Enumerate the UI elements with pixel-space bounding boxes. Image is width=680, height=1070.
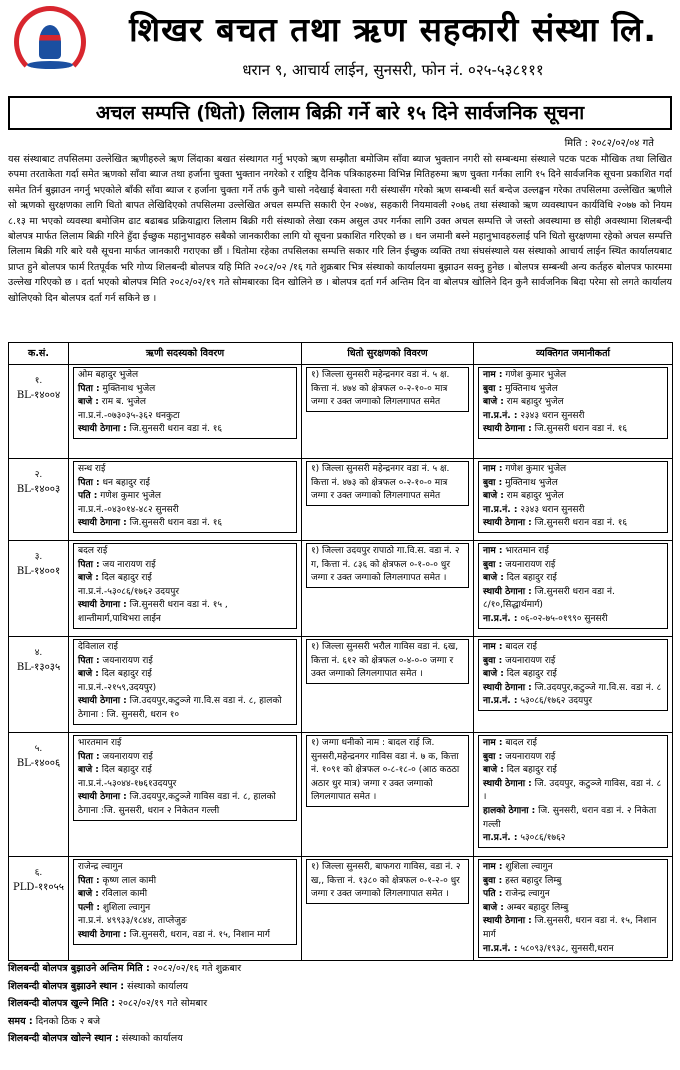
detail-label: बाजे : (78, 397, 99, 408)
detail-value: ५३०८६/१७६२ (520, 833, 566, 844)
serial-cell (9, 365, 69, 459)
detail-line (483, 737, 663, 751)
detail-value: ना.प्र.नं.-५३०८६/१७६२ उदयपुर (78, 586, 180, 597)
detail-value: जय नारायण राई (102, 559, 156, 570)
detail-value: मुक्तिनाथ भुजेल (505, 383, 558, 394)
detail-value: राजेन्द्र ल्वागुन (78, 862, 123, 872)
serial-cell (9, 857, 69, 961)
detail-line (483, 805, 663, 832)
guarantor-cell (474, 459, 673, 541)
detail-label: नाम : (483, 862, 503, 872)
detail-line (78, 490, 292, 504)
detail-label: बुवा : (483, 383, 503, 394)
detail-label: बाजे : (78, 889, 99, 900)
detail-line (483, 668, 663, 682)
org-address: धरान ९, आचार्य लाईन, सुनसरी, फोन नं. ०२५-५३८१११ (242, 61, 544, 79)
detail-value: बादल राई (505, 738, 537, 748)
detail-value: बादल राई (505, 642, 537, 652)
detail-label: नाम : (483, 370, 503, 380)
detail-line (483, 545, 663, 559)
borrower-cell (69, 459, 302, 541)
header-collateral: धितो सुरक्षणको विवरण (302, 343, 474, 365)
detail-label: स्थायी ठेगाना : (483, 424, 532, 435)
detail-value: दिल बहादुर राई (101, 669, 152, 680)
detail-label: बुवा : (483, 477, 503, 488)
detail-value: जि. सुनसरी, धरान वडा नं. २ निकेता गल्ली (483, 805, 657, 830)
footer-line (8, 1030, 672, 1048)
notice-title: अचल सम्पत्ति (धितो) लिलाम बिक्री गर्ने बारे १५ दिने सार्वजनिक सूचना (8, 96, 672, 130)
detail-line (78, 369, 292, 383)
detail-label: स्थायी ठेगाना : (483, 916, 532, 927)
detail-line (78, 396, 292, 410)
footer-label: शिलबन्दी बोलपत्र बुझाउने स्थान : (8, 980, 125, 992)
detail-value: जयनारायण राई (505, 655, 556, 666)
detail-value: ०६-०२-७५-०१९९० सुनसरी (520, 613, 608, 624)
serial-number: ३. (34, 552, 43, 562)
serial-number: २. (34, 470, 43, 480)
detail-value: कृष्ण लाल कामी (102, 875, 157, 886)
detail-value: दिल बहादुर राई (101, 765, 152, 776)
detail-line (78, 764, 292, 778)
footer-label: समय : (8, 1015, 33, 1027)
detail-value: जि.उदयपुर,कटुञ्जे गाविस वडा नं. ८, हालको ठेगाना :जि. सुनसरी, धरान २ निकेतन गल्ली (78, 792, 276, 816)
detail-line (483, 875, 663, 889)
detail-line (483, 369, 663, 383)
detail-value: जयनारायण राई (102, 751, 153, 762)
detail-value: राम बहादुर भुजेल (506, 397, 564, 408)
guarantor-cell (474, 365, 673, 459)
detail-value: मुक्तिनाथ भुजेल (102, 383, 156, 394)
detail-line (483, 764, 663, 778)
detail-line (483, 915, 663, 942)
detail-value: राजेन्द्र ल्वागुन (505, 889, 550, 900)
detail-label: स्थायी ठेगाना : (78, 929, 127, 940)
footer-line (8, 978, 672, 996)
detail-line (78, 778, 292, 792)
borrower-cell-box (73, 367, 297, 439)
detail-line (483, 572, 663, 586)
detail-value: जयनारायण राई (102, 655, 153, 666)
detail-label: बाजे : (483, 491, 504, 502)
detail-label: ना.प्र.नं. : (483, 504, 518, 515)
borrower-cell-box (73, 859, 297, 945)
serial-cell (9, 637, 69, 733)
property-table (8, 342, 673, 961)
detail-label: स्थायी ठेगाना : (483, 586, 532, 597)
footer-label: शिलबन्दी बोलपत्र खुल्ने मिति : (8, 998, 116, 1010)
footer-line (8, 1013, 672, 1031)
collateral-cell (302, 459, 474, 541)
detail-label: बुवा : (483, 559, 503, 570)
serial-cell (9, 459, 69, 541)
collateral-cell (302, 733, 474, 857)
detail-line (483, 655, 663, 669)
detail-label: पिता : (78, 751, 100, 762)
serial-cell (9, 541, 69, 637)
detail-line (78, 861, 292, 875)
guarantor-cell (474, 637, 673, 733)
detail-value: जि.सुनसरी, धरान वडा नं. १५, निशान मार्ग (483, 916, 657, 940)
borrower-cell-box (73, 735, 297, 821)
logo-hands (27, 61, 73, 69)
serial-number: ६. (34, 868, 43, 878)
notice-body: यस संस्थाबाट तपसिलमा उल्लेखित ऋणीहरुले ऋण लिंदाका बखत संस्थागत गर्नु भएको ऋण सम्झौता बमोजिम साँवा ब्याज भुक्तान नगरी सो सम्बन्धमा संस्थाले पटक पटक मौखिक तथा लिखित रुपमा तरताकेता गर्दा समेत ऋणको साँवा ब्याज तथा हर्जाना चुक्ता भुक्तान नगरेको र राष्ट्रिय दैनिक पत्रिकाहरुमा विभिन्न मितिहरुमा ऋण चुक्ता गर्नका लागि १५ दिने सार्वजनिक सूचना प्रकाशित गर्दा समेत तिर्न बुझाउन नगर्नु भएकोले बाँकी साँवा ब्याज र हर्जाना चुक्ता गर्ने तर्फ कुनै चासो नदेखाई बेवास्ता गरी संस्थासँग गरेको ऋण सम्बन्धी सर्त बन्देज उल्लङ्घन गरेका तपसिलमा उल्लेखित ऋणीले सो ऋणको सुरक्षणका लागि धितो बापत लेखिदिएको तपसिलमा उल्लेखित अचल सम्पत्ति सकारी ऐन २०७४, सहकारी नियमावली २०७६ तथा संस्थाको ऋण व्यवस्थापन कार्यविधि २०७७ को नियम ८.१३ मा भएको व्यवस्था बमोजिम ढाट बढाबढ प्रक्रियाद्वारा लिलाम बिक्री गरी संस्थाको लेखा रकम असुल उपर गर्नका लागि उक्त अचल सम्पत्ति जे जस्तो अवस्थामा छ सोही अवस्थामा शिलबन्दी बोलपत्र मार्फत लिलाम बिक्री गरिने हुँदा ईच्छुक महानुभावहरु सबैको जानकारीका लागि यो सूचना प्रकाशित गरिएको छ । धन जमानी बस्ने महानुभावहरुलाई पनि धितो सुरक्षणमा रहेको अचल सम्पत्ति लिलाम बिक्री गरि बारे यसै सूचना मार्फत जानकारी गराएका छौं । धितोमा रहेका तपसिलका सम्पत्ति सकार गरि लिन ईच्छुक व्यक्ति तथा संघसंस्थाले यस संस्थाको आचार्य लाईन स्थित कार्यालयबाट प्राप्त हुने बोलपत्र फार्म रितपूर्वक भरि गोप्य शिलबन्दी बोलपत्र यहि मिति २०८२/०२ /१६ गते शुक्रबार भित्र संस्थाको कार्यालयमा बुझाउन सक्नु हुनेछ । बोलपत्र सम्बन्धी अन्य कर्तहरु बोलपत्र फारममा उल्लेख गरिएको छ । दर्ता भएको बोलपत्र मिति २०८२/०२/१९ गते सोमबारका दिन खोलिने छ । बोलपत्र दर्ता गर्न अन्तिम दिन वा बोलपत्र खोलिने दिन कुनै सार्वजनिक बिदा परेमा सो लगते कार्यालय खोलिएको दिन बोलपत्र दर्ता गर्न सकिने छ । (8, 154, 672, 304)
detail-value: जयनारायण राई (505, 751, 556, 762)
detail-line (78, 423, 292, 437)
detail-line (483, 490, 663, 504)
detail-value: ५८०९३/१९३८, सुनसरी,धरान (520, 943, 614, 954)
detail-line (78, 875, 292, 889)
detail-label: स्थायी ठेगाना : (78, 518, 127, 529)
detail-line (78, 888, 292, 902)
detail-value: भारतमान राई (505, 546, 549, 556)
borrower-cell-box (73, 461, 297, 533)
table-row (9, 857, 673, 961)
detail-label: बाजे : (78, 765, 99, 776)
serial-number: १. (34, 376, 43, 386)
header-sn: क.सं. (9, 343, 69, 365)
detail-label: स्थायी ठेगाना : (78, 424, 127, 435)
collateral-cell (302, 637, 474, 733)
footer-label: शिलबन्दी बोलपत्र खोल्ने स्थान : (8, 1033, 119, 1045)
detail-line (78, 517, 292, 531)
detail-value: ना.प्र.नं.-०७३०३५-३६२ धनकुटा (78, 410, 180, 421)
table-body (9, 365, 673, 961)
detail-value: मुक्तिनाथ भुजेल (505, 477, 558, 488)
detail-line (483, 861, 663, 875)
footer-line (8, 960, 672, 978)
borrower-cell-box (73, 543, 297, 629)
detail-label: पिता : (78, 383, 100, 394)
loan-code: BL-१४००३ (16, 483, 61, 495)
detail-line (483, 559, 663, 573)
letterhead (8, 0, 672, 90)
detail-label: पति : (78, 491, 98, 502)
detail-label: पिता : (78, 875, 100, 886)
detail-line (78, 737, 292, 751)
detail-label: स्थायी ठेगाना : (483, 778, 532, 789)
detail-line (483, 586, 663, 613)
detail-line (78, 504, 292, 518)
footer-value: २०८२/०२/१६ गते शुक्रबार (152, 963, 242, 974)
detail-label: पिता : (78, 559, 100, 570)
serial-number: ५. (34, 744, 43, 754)
detail-value: दिल बहादुर राई (101, 573, 152, 584)
detail-line (78, 902, 292, 916)
borrower-cell (69, 365, 302, 459)
table-row (9, 637, 673, 733)
detail-value: जि.सुनसरी धरान वडा नं. १५ , शान्तीमार्ग,पाथिभरा लाईन (78, 600, 228, 624)
footer-value: दिनको ठिक २ बजे (35, 1015, 101, 1027)
detail-label: हालको ठेगाना : (483, 805, 536, 816)
loan-code: BL-१४००४ (16, 389, 61, 401)
footer-value: संस्थाको कार्यालय (121, 1033, 183, 1045)
borrower-cell-box (73, 639, 297, 725)
guarantor-cell-box (478, 543, 668, 629)
detail-value: गणेश कुमार भुजेल (505, 464, 567, 474)
detail-label: बाजे : (483, 573, 504, 584)
detail-line (78, 586, 292, 600)
detail-line (483, 832, 663, 846)
detail-value: ना.प्र.नं.-०४३०१४-४८२ सुनसरी (78, 504, 179, 515)
detail-line (78, 410, 292, 424)
detail-value: ना.प्र.नं.-५३०४४-१७६१उदयपुर (78, 778, 177, 789)
detail-value: जि. उदयपुर, कटुञ्जे गाविस, वडा नं. ८ । (483, 778, 662, 803)
detail-value: जयनारायण राई (505, 559, 556, 570)
detail-value: भारतमान राई (78, 738, 122, 748)
detail-value: ओम बहादुर भुजेल (78, 370, 139, 380)
guarantor-cell-box (478, 859, 668, 958)
detail-label: स्थायी ठेगाना : (78, 792, 127, 803)
collateral-text: १) जिल्ला उदयपुर रापाठो गा.वि.स. वडा नं. २ ग, कित्ता नं. ८३६ को क्षेत्रफल ०-१-०-० धुर जग्गा र उक्त जग्गाको लिगलगापत समेत । (306, 543, 469, 588)
detail-label: बाजे : (78, 573, 99, 584)
detail-label: ना.प्र.नं. : (483, 410, 518, 421)
borrower-cell (69, 637, 302, 733)
collateral-text: १) जग्गा धनीको नाम : बादल राई जि. सुनसरी,महेन्द्रनगर गाविस वडा नं. ७ क, कित्ता नं. १०९१ को क्षेत्रफल ०-८-१८-० (आठ कठठा अठार धुर मात्र) जग्गा र उक्त जग्गाको लिगलगापात समेत । (306, 735, 469, 807)
detail-value: ना.प्र.नं. ४९९३३/१८४४, ताप्लेजुङ (78, 916, 187, 927)
detail-value: हस्त बहादुर लिम्बु (505, 875, 562, 886)
detail-label: नाम : (483, 546, 503, 556)
detail-line (78, 682, 292, 696)
guarantor-cell-box (478, 367, 668, 439)
table-header-row (9, 343, 673, 365)
detail-label: पत्नी : (78, 902, 100, 913)
tender-details (8, 960, 672, 1048)
detail-label: बाजे : (483, 397, 504, 408)
detail-line (78, 383, 292, 397)
detail-label: नाम : (483, 738, 503, 748)
detail-label: बाजे : (483, 669, 504, 680)
detail-value: शुशिला ल्वागुन (102, 902, 151, 913)
detail-line (78, 915, 292, 929)
header-guarantor: व्यक्तिगत जमानीकर्ता (474, 343, 673, 365)
guarantor-cell (474, 733, 673, 857)
detail-value: २३४३ धरान सुनसरी (520, 410, 585, 421)
detail-value: ५३०८६/१७६२ उदयपुर (520, 696, 593, 707)
detail-line (483, 751, 663, 765)
detail-line (483, 423, 663, 437)
detail-line (78, 463, 292, 477)
detail-line (78, 695, 292, 722)
detail-line (483, 902, 663, 916)
borrower-cell (69, 733, 302, 857)
detail-line (483, 613, 663, 627)
detail-label: ना.प्र.नं. : (483, 943, 518, 954)
detail-line (78, 668, 292, 682)
detail-label: बाजे : (78, 669, 99, 680)
detail-value: जि.सुनसरी धरान वडा नं. ८/१०,सिद्धार्थमार्ग) (483, 586, 615, 611)
detail-line (78, 929, 292, 943)
detail-value: दिल बहादुर राई (506, 573, 557, 584)
borrower-cell (69, 541, 302, 637)
detail-value: जि.सुनसरी धरान वडा नं. १६ (129, 518, 223, 529)
detail-label: पिता : (78, 477, 100, 488)
detail-label: नाम : (483, 642, 503, 652)
detail-label: ना.प्र.नं. : (483, 833, 518, 844)
loan-code: BL-१३०३५ (16, 661, 61, 673)
guarantor-cell-box (478, 639, 668, 711)
detail-label: ना.प्र.नं. : (483, 613, 518, 624)
table-row (9, 733, 673, 857)
detail-line (78, 572, 292, 586)
detail-value: राम ब. भुजेल (101, 397, 146, 408)
detail-line (483, 477, 663, 491)
detail-line (78, 751, 292, 765)
detail-label: पिता : (78, 655, 100, 666)
detail-line (483, 778, 663, 805)
detail-line (483, 888, 663, 902)
notice-date: मिति : २०८२/०२/०४ गते (564, 138, 654, 149)
loan-code: BL-१४००६ (16, 757, 61, 769)
detail-value: जि.सुनसरी, धरान, वडा नं. १५, निशान मार्ग (129, 929, 270, 940)
loan-code: BL-१४००१ (16, 565, 61, 577)
detail-label: स्थायी ठेगाना : (78, 600, 127, 611)
detail-value: जि.सुनसरी धरान वडा नं. १६ (129, 424, 223, 435)
table-row (9, 365, 673, 459)
detail-value: रविलाल कामी (101, 889, 148, 900)
detail-label: बाजे : (483, 765, 504, 776)
guarantor-cell-box (478, 735, 668, 848)
detail-line (78, 477, 292, 491)
loan-code: PLD-११०५५ (13, 881, 64, 893)
detail-label: ना.प्र.नं. : (483, 696, 518, 707)
serial-number: ४. (34, 648, 43, 658)
collateral-cell (302, 541, 474, 637)
detail-line (78, 641, 292, 655)
detail-value: ना.प्र.नं.-२१५९,उदयपुर) (78, 682, 157, 693)
detail-line (78, 545, 292, 559)
footer-line (8, 995, 672, 1013)
detail-value: दिल बहादुर राई (506, 765, 557, 776)
detail-label: बुवा : (483, 875, 503, 886)
detail-line (483, 695, 663, 709)
org-name: शिखर बचत तथा ऋण सहकारी संस्था लि. (129, 10, 657, 49)
detail-line (483, 517, 663, 531)
detail-line (483, 463, 663, 477)
detail-label: नाम : (483, 464, 503, 474)
detail-value: जि.सुनसरी धरान वडा नं. १६ (534, 424, 628, 435)
detail-line (483, 641, 663, 655)
detail-value: जि.उदयपुर,कटुञ्जे गा.वि.स वडा नं. ८, हालको ठेगाना : जि. सुनसरी, धरान १० (78, 696, 282, 720)
detail-value: गणेश कुमार भुजेल (100, 491, 162, 502)
detail-value: सन्ध राई (78, 464, 106, 474)
detail-label: बाजे : (483, 902, 504, 913)
collateral-text: १) जिल्ला सुनसरी महेन्द्रनगर वडा नं. ५ क्ष. कित्ता नं. ४७४ को क्षेत्रफल ०-२-१०-० मात्र जग्गा र उक्त जग्गाको लिगलगापत समेत (306, 367, 469, 412)
detail-line (78, 599, 292, 626)
detail-line (483, 383, 663, 397)
guarantor-cell (474, 541, 673, 637)
table-row (9, 541, 673, 637)
detail-label: स्थायी ठेगाना : (483, 518, 532, 529)
footer-value: २०८२/०२/१९ गते सोमबार (118, 998, 208, 1010)
detail-value: अम्बर बहादुर लिम्बु (506, 902, 569, 913)
detail-value: जि.उदयपुर,कटुञ्जे गा.वि.स. वडा नं. ८ (534, 682, 662, 693)
serial-cell (9, 733, 69, 857)
collateral-cell (302, 365, 474, 459)
footer-value: संस्थाको कार्यालय (127, 980, 189, 992)
detail-value: २३४३ धरान सुनसरी (520, 504, 585, 515)
detail-value: धन बहादुर राई (102, 477, 150, 488)
guarantor-cell (474, 857, 673, 961)
detail-value: गणेश कुमार भुजेल (505, 370, 567, 380)
detail-value: दिल बहादुर राई (506, 669, 557, 680)
header-borrower: ऋणी सदस्यको विवरण (69, 343, 302, 365)
detail-value: शुशिला ल्वागुन (505, 862, 553, 872)
logo-emblem (39, 25, 61, 59)
table-row (9, 459, 673, 541)
collateral-text: १) जिल्ला सुनसरी महेन्द्रनगर वडा नं. ५ क्ष. कित्ता नं. ४७३ को क्षेत्रफल ०-२-१०-० मात्र जग्गा र उक्त जग्गाको लिगलगापत समेत (306, 461, 469, 506)
detail-line (483, 943, 663, 957)
guarantor-cell-box (478, 461, 668, 533)
detail-line (483, 682, 663, 696)
detail-label: स्थायी ठेगाना : (78, 696, 127, 707)
footer-label: शिलबन्दी बोलपत्र बुझाउने अन्तिम मिति : (8, 963, 150, 974)
detail-value: बदल राई (78, 546, 108, 556)
collateral-text: १) जिल्ला सुनसरी भरौल गाविस वडा नं. ६ख, कित्ता नं. ६१२ को क्षेत्रफल ०-४-०-० जग्गा र उक्त जग्गाको लिगलगापात समेत । (306, 639, 469, 684)
detail-line (483, 504, 663, 518)
detail-value: देविलाल राई (78, 642, 118, 652)
detail-value: जि.सुनसरी धरान वडा नं. १६ (534, 518, 628, 529)
detail-label: पति : (483, 889, 503, 900)
detail-line (483, 396, 663, 410)
detail-label: बुवा : (483, 751, 503, 762)
detail-value: राम बहादुर भुजेल (506, 491, 564, 502)
borrower-cell (69, 857, 302, 961)
detail-line (78, 559, 292, 573)
detail-line (483, 410, 663, 424)
shikhar-logo-icon (14, 6, 86, 78)
detail-line (78, 791, 292, 818)
collateral-text: १) जिल्ला सुनसरी, बाफगरा गाविस, वडा नं. २ ख,, कित्ता नं. १३८० को क्षेत्रफल ०-१-२-० धुर जग्गा र उक्त जग्गाको लिगलगापात समेत । (306, 859, 469, 904)
detail-line (78, 655, 292, 669)
detail-label: स्थायी ठेगाना : (483, 682, 532, 693)
detail-label: बुवा : (483, 655, 503, 666)
collateral-cell (302, 857, 474, 961)
